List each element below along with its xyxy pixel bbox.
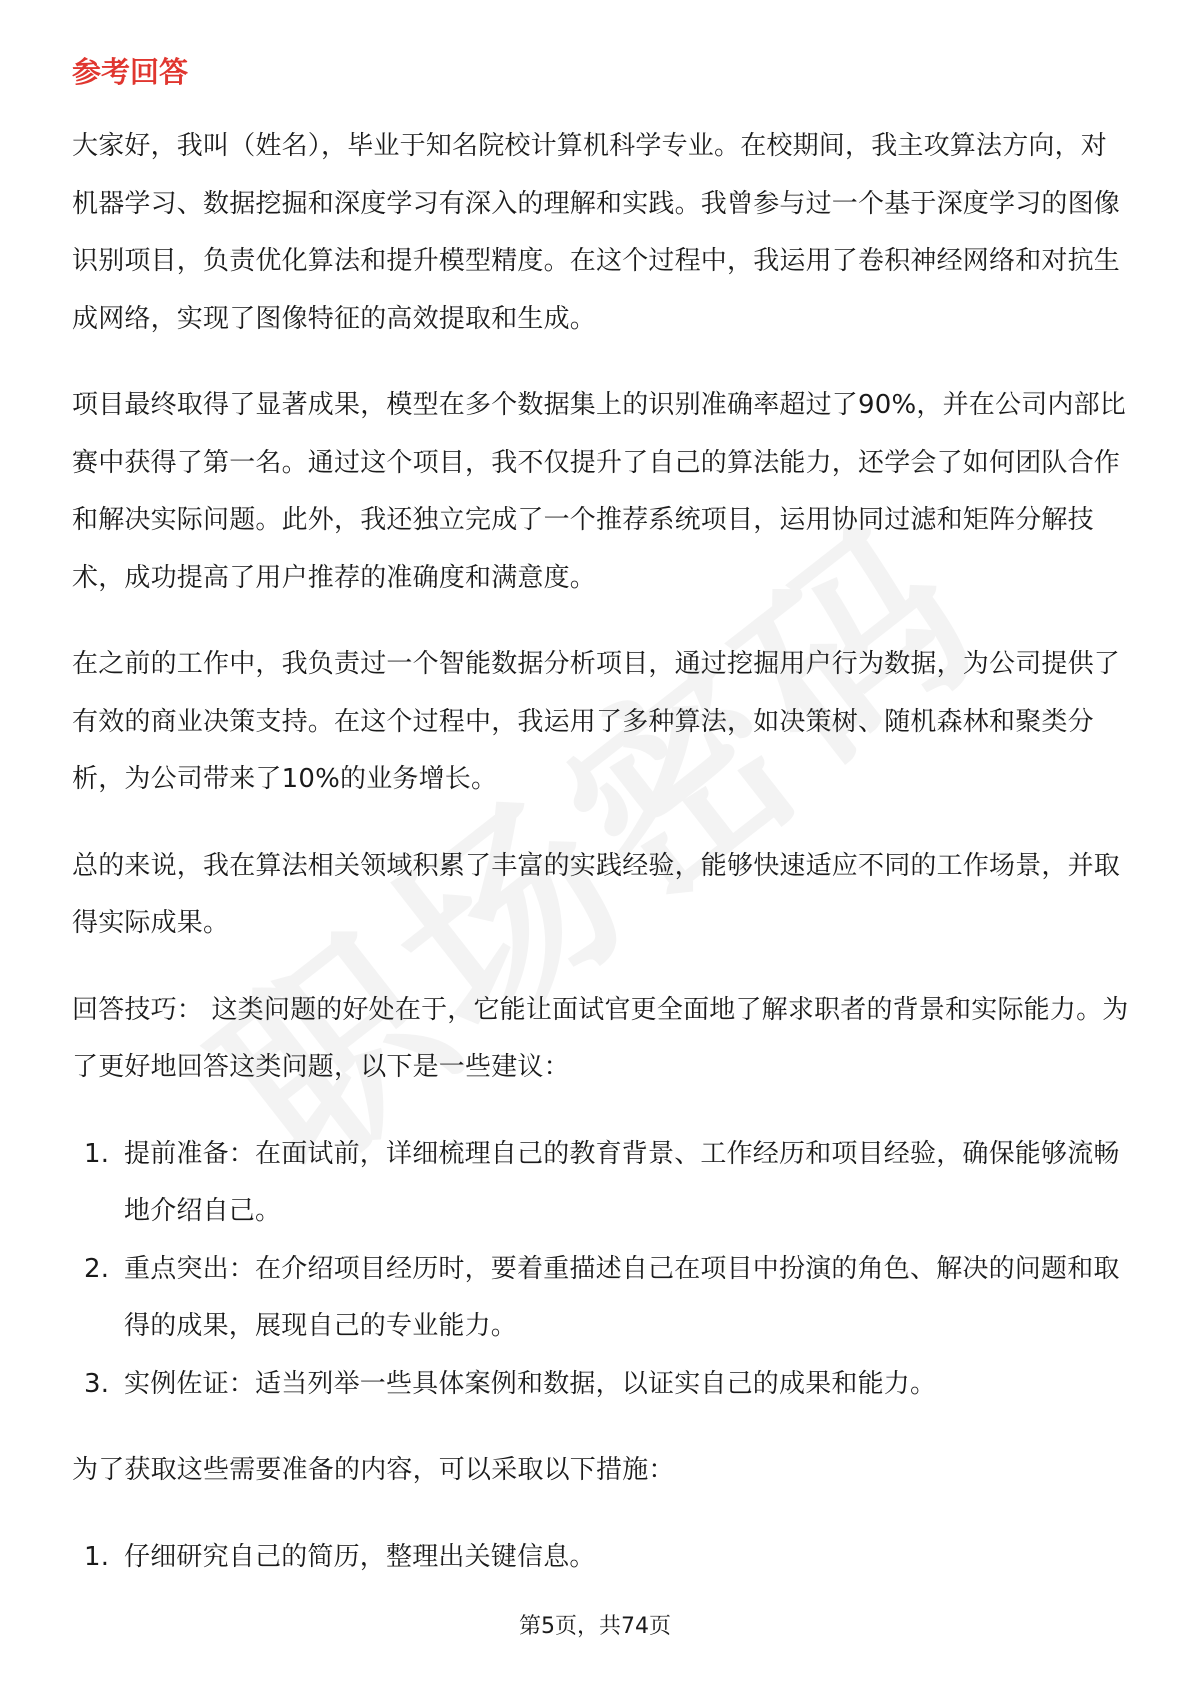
list-item-number: 2. [84,1253,110,1284]
paragraph-summary: 总的来说，我在算法相关领域积累了丰富的实践经验，能够快速适应不同的工作场景，并取得实际成果。 [72,850,1121,938]
list-item-number: 1. [84,1541,110,1572]
measures-list [72,1529,1132,1587]
paragraph-results: 项目最终取得了显著成果，模型在多个数据集上的识别准确率超过了90%，并在公司内部比赛中获得了第一名。通过这个项目，我不仅提升了自己的算法能力，还学会了如何团队合作和解决实际问题。此外，我还独立完成了一个推荐系统项目，运用协同过滤和矩阵分解技术，成功提高了用户推荐的准确度和满意度。 [72,390,1126,593]
list-item-text: 提前准备：在面试前，详细梳理自己的教育背景、工作经历和项目经验，确保能够流畅地介绍自己。 [124,1138,1120,1226]
list-item-text: 重点突出：在介绍项目经历时，要着重描述自己在项目中扮演的角色、解决的问题和取得的成果，展现自己的专业能力。 [124,1253,1120,1341]
list-item-text: 仔细研究自己的简历，整理出关键信息。 [124,1541,596,1572]
list-item [72,1126,1132,1241]
paragraph-measures-intro: 为了获取这些需要准备的内容，可以采取以下措施： [72,1455,675,1485]
tips-list [72,1126,1132,1414]
section-heading: 参考回答 [72,55,189,89]
list-item-number: 3. [84,1368,110,1399]
document-body [72,48,1132,1615]
list-item-number: 1. [84,1138,110,1169]
list-item [72,1241,1132,1356]
list-item [72,1529,1132,1587]
paragraph-intro: 大家好，我叫（姓名），毕业于知名院校计算机科学专业。在校期间，我主攻算法方向，对机器学习、数据挖掘和深度学习有深入的理解和实践。我曾参与过一个基于深度学习的图像识别项目，负责优化算法和提升模型精度。在这个过程中，我运用了卷积神经网络和对抗生成网络，实现了图像特征的高效提取和生成。 [72,131,1121,334]
list-item-text: 实例佐证：适当列举一些具体案例和数据，以证实自己的成果和能力。 [124,1368,937,1399]
page-number-footer: 第5页，共74页 [519,1614,671,1639]
paragraph-previous-work: 在之前的工作中，我负责过一个智能数据分析项目，通过挖掘用户行为数据，为公司提供了有效的商业决策支持。在这个过程中，我运用了多种算法，如决策树、随机森林和聚类分析，为公司带来了10%的业务增长。 [72,649,1121,794]
paragraph-answer-tips: 回答技巧： 这类问题的好处在于，它能让面试官更全面地了解求职者的背景和实际能力。为了更好地回答这类问题，以下是一些建议： [72,994,1129,1082]
list-item [72,1356,1132,1414]
